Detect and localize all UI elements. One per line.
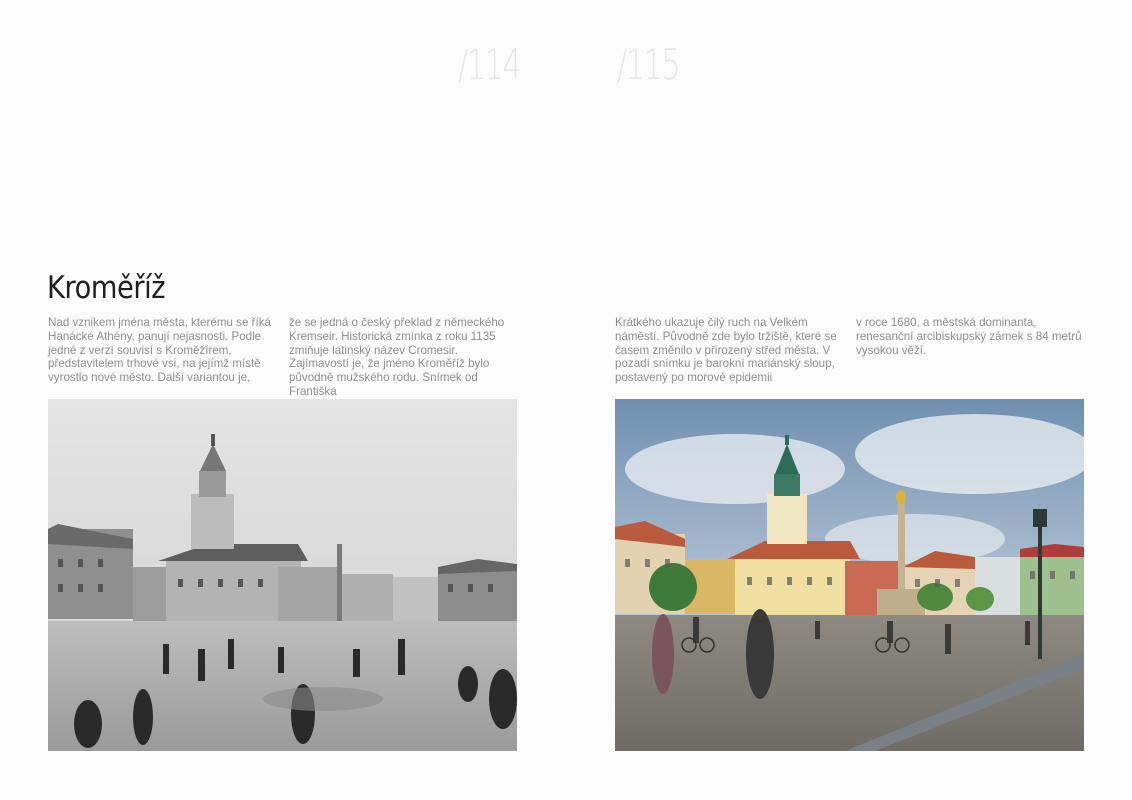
page-number-left: /114 [458, 40, 521, 89]
text-column-1: Nad vznikem jména města, kterému se říká Hanácké Athény, panují nejasnosti. Podle jedné z verzí souvisí s Kroměžírem, představitelem trhové vsi, na jejímž místě vyrostlo nové město. Další variantou je, [48, 316, 271, 385]
page-number-right: /115 [617, 40, 680, 89]
historic-square-photo [48, 399, 517, 751]
text-column-2: že se jedná o český překlad z německého Kremseir. Historická zmínka z roku 1135 zmiňuje latinský název Cromesir. Zajímavostí je, že jméno Kroměříž bylo původně mužského rodu. Snímek od Františka [289, 316, 505, 398]
text-column-3: Krátkého ukazuje čilý ruch na Velkém náměstí. Původně zde bylo tržiště, které se časem změnilo v přirozený střed města. V pozadí snímku je barokní mariánský sloup, postavený po morové epidemii [615, 316, 837, 385]
article-title: Kroměříž [47, 270, 166, 306]
text-column-4: v roce 1680, a městská dominanta, renesanční arcibiskupský zámek s 84 metrů vysokou věží. [856, 316, 1082, 357]
modern-square-photo [615, 399, 1084, 751]
